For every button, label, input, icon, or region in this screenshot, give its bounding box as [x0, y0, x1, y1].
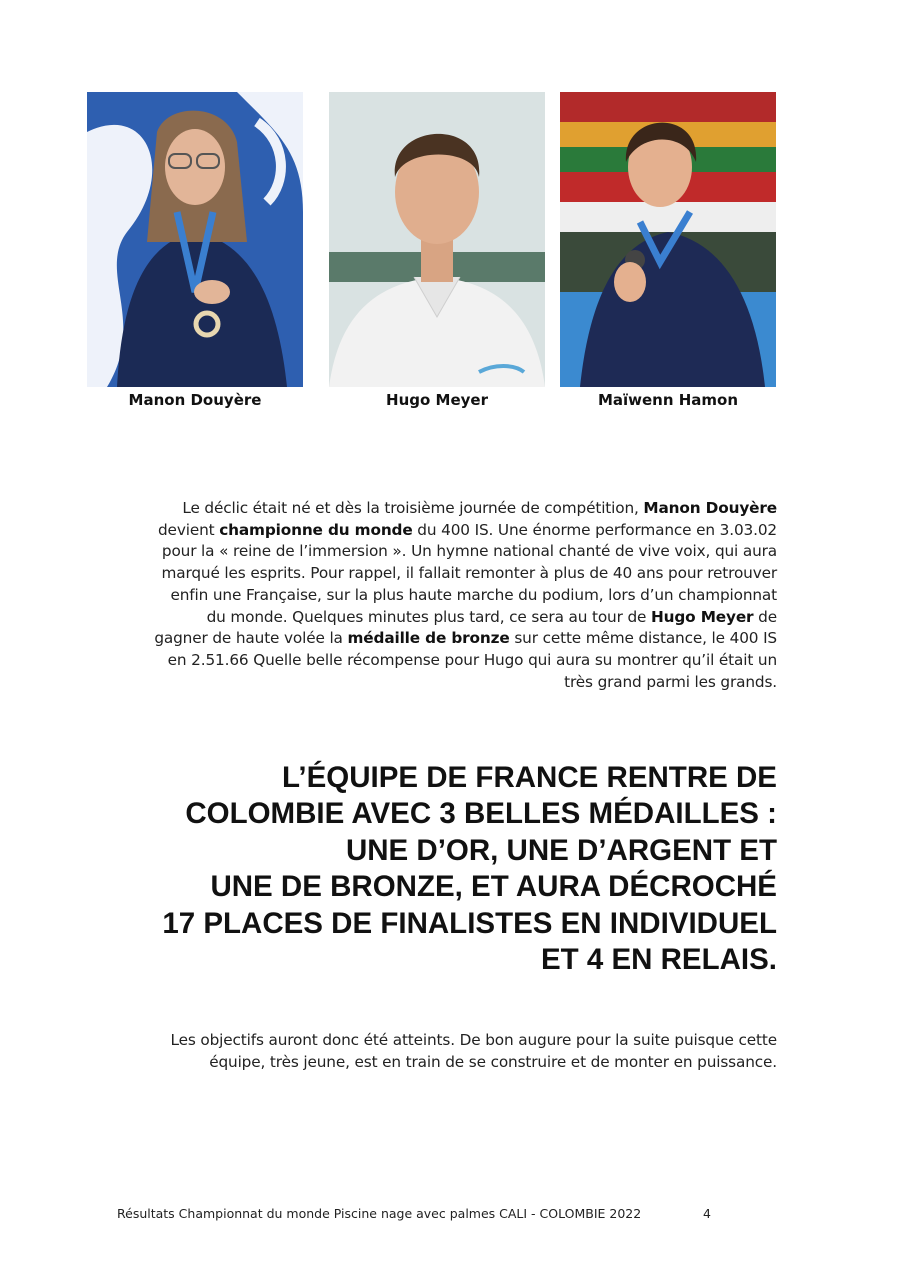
athlete-photo	[560, 92, 776, 387]
headline-line: 17 PLACES DE FINALISTES EN INDIVIDUEL	[162, 906, 777, 940]
headline-line: UNE D’OR, UNE D’ARGENT ET	[345, 833, 777, 867]
athlete-name: Manon Douyère	[128, 391, 262, 409]
page-footer	[117, 1206, 717, 1221]
athlete-name: Maïwenn Hamon	[597, 391, 739, 409]
intro-text: Le déclic était né et dès la troisième journée de compétition,	[182, 499, 644, 517]
intro-text: de gagner de haute volée la	[154, 607, 777, 648]
outro-paragraph: Les objectifs auront donc été atteints. De bon augure pour la suite puisque cette équipe, très jeune, est en train de se construire et de monter en puissance.	[170, 1031, 777, 1071]
intro-bold: championne du monde	[219, 520, 413, 539]
athlete-card	[329, 92, 545, 409]
intro-text: devient	[158, 520, 220, 539]
headline	[150, 760, 777, 978]
intro-text: sur cette même distance, le 400 IS en 2.51.66 Quelle belle récompense pour Hugo qui aura su montrer qu’il était un très grand parmi les grands.	[167, 629, 777, 691]
intro-bold: Manon Douyère	[643, 499, 777, 517]
athlete-photos	[87, 92, 777, 410]
athlete-name: Hugo Meyer	[386, 391, 488, 409]
athlete-card	[560, 92, 776, 409]
headline-line: UNE DE BRONZE, ET AURA DÉCROCHÉ	[210, 870, 777, 904]
athlete-card	[87, 92, 303, 409]
intro-bold: médaille de bronze	[347, 629, 510, 648]
headline-line: COLOMBIE AVEC 3 BELLES MÉDAILLES :	[185, 797, 777, 831]
intro-paragraph	[150, 498, 777, 693]
intro-text: du 400 IS. Une énorme performance en 3.03.02 pour la « reine de l’immersion ». Un hymne national chanté de vive voix, qui aura marqué les esprits. Pour rappel, il fallait remonter à plus de 40 ans pour retrouver enfin une Française, sur la plus haute marche du podium, lors d’un championnat du monde. Quelques minutes plus tard, ce sera au tour de	[161, 520, 777, 626]
athlete-photo	[87, 92, 303, 387]
page-number: 4	[703, 1206, 711, 1221]
headline-line: ET 4 EN RELAIS.	[540, 943, 777, 977]
athlete-photo	[329, 92, 545, 387]
headline-line: L’ÉQUIPE DE FRANCE RENTRE DE	[281, 761, 777, 794]
footer-title: Résultats Championnat du monde Piscine nage avec palmes CALI - COLOMBIE 2022	[117, 1206, 642, 1221]
intro-bold: Hugo Meyer	[650, 607, 754, 626]
